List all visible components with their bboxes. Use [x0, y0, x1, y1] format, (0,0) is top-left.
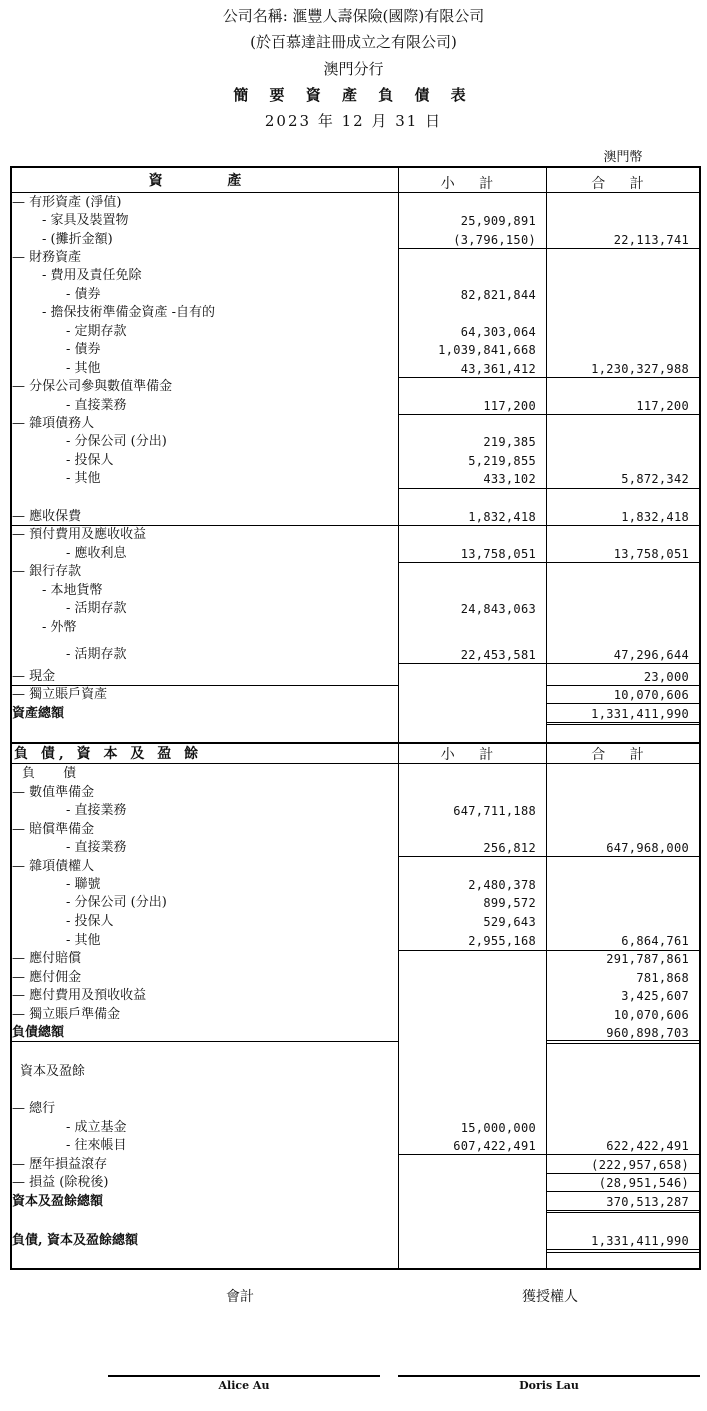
asset-row-total: 23,000	[643, 670, 689, 684]
table-right-border	[699, 166, 701, 1270]
assets-row-rule	[398, 488, 546, 489]
liability-row-subtotal: 2,480,378	[468, 878, 536, 892]
liability-row-subtotal: 256,812	[483, 841, 536, 855]
liability-row-label: - 往來帳目	[66, 1138, 127, 1153]
liability-row-label: 資本及盈餘	[20, 1064, 86, 1079]
branch-name: 澳門分行	[323, 60, 384, 78]
asset-row-label: - 家具及裝置物	[42, 213, 129, 228]
assets-row-rule	[546, 724, 699, 725]
asset-row-label: — 預付費用及應收收益	[12, 527, 147, 542]
liability-row-label: — 應付佣金	[12, 970, 82, 985]
liability-row-label: — 賠償準備金	[12, 822, 95, 837]
asset-row-total: 1,331,411,990	[591, 707, 689, 721]
liability-row-label: - 投保人	[66, 914, 114, 929]
asset-row-label: - 本地貨幣	[42, 583, 103, 598]
liability-row-total: (222,957,658)	[591, 1158, 689, 1172]
incorporation-note: (於百慕達註冊成立之有限公司)	[250, 33, 457, 51]
asset-row-subtotal: 13,758,051	[460, 547, 536, 561]
asset-row-label: — 有形資產 (淨值)	[12, 195, 122, 210]
statement-title: 簡 要 資 產 負 債 表	[233, 86, 474, 104]
liabilities-total-header: 合 計	[591, 747, 654, 763]
asset-row-total: 10,070,606	[613, 688, 689, 702]
asset-row-label: — 雜項債務人	[12, 416, 95, 431]
accountant-title: 會計	[226, 1289, 254, 1305]
liability-row-subtotal: 529,643	[483, 915, 536, 929]
asset-row-label: - 債券	[66, 287, 101, 302]
liability-row-subtotal: 899,572	[483, 896, 536, 910]
liability-row-label: — 應付賠償	[12, 951, 82, 966]
asset-row-total: 5,872,342	[621, 472, 689, 486]
assets-total-header: 合 計	[591, 176, 654, 192]
total-column-divider	[546, 166, 547, 1269]
liability-row-total: 3,425,607	[621, 989, 689, 1003]
liability-row-label: - 直接業務	[66, 840, 127, 855]
currency-label: 澳門幣	[603, 150, 643, 165]
liability-row-label: 負債總額	[12, 1025, 65, 1040]
asset-row-label: - 直接業務	[66, 398, 127, 413]
asset-row-subtotal: 64,303,064	[460, 325, 536, 339]
asset-row-total: 47,296,644	[613, 648, 689, 662]
asset-row-subtotal: 433,102	[483, 472, 536, 486]
liabilities-heading: 負 債, 資 本 及 盈 餘	[14, 746, 203, 762]
liability-row-total: 370,513,287	[606, 1195, 689, 1209]
liability-row-subtotal: 2,955,168	[468, 934, 536, 948]
asset-row-total: 117,200	[636, 399, 689, 413]
asset-row-subtotal: 117,200	[483, 399, 536, 413]
asset-row-label: — 獨立賬戶資產	[12, 687, 108, 702]
asset-row-label: - 債券	[66, 342, 101, 357]
company-name: 公司名稱: 滙豐人壽保險(國際)有限公司	[222, 7, 485, 25]
liabilities-row-rule	[546, 1212, 699, 1213]
liabilities-top-rule	[10, 742, 700, 744]
asset-row-label: - 其他	[66, 361, 101, 376]
liability-row-label: - 直接業務	[66, 803, 127, 818]
assets-heading: 資 產	[148, 173, 272, 189]
liability-row-total: (28,951,546)	[598, 1176, 689, 1190]
accountant-name: Alice Au	[218, 1379, 270, 1392]
asset-row-label: - 分保公司 (分出)	[66, 434, 167, 449]
liability-row-total: 10,070,606	[613, 1008, 689, 1022]
liability-row-total: 1,331,411,990	[591, 1234, 689, 1248]
liability-row-label: — 總行	[12, 1101, 56, 1116]
authorized-person-title: 獲授權人	[522, 1289, 578, 1305]
assets-row-rule	[546, 488, 699, 489]
liability-row-label: — 歷年損益滾存	[12, 1157, 108, 1172]
subtotal-column-divider	[398, 166, 399, 1269]
asset-row-label: - 外幣	[42, 620, 77, 635]
liability-row-total: 781,868	[636, 971, 689, 985]
asset-row-label: - 費用及責任免除	[42, 268, 142, 283]
liability-row-total: 6,864,761	[621, 934, 689, 948]
asset-row-label: - (攤折金額)	[42, 232, 113, 247]
asset-row-subtotal: 43,361,412	[460, 362, 536, 376]
asset-row-subtotal: 5,219,855	[468, 454, 536, 468]
liability-row-subtotal: 647,711,188	[453, 804, 536, 818]
liability-row-label: — 獨立賬戶準備金	[12, 1007, 121, 1022]
table-bottom-border	[10, 1268, 701, 1270]
asset-row-label: - 投保人	[66, 453, 114, 468]
liability-row-label: — 雜項債權人	[12, 859, 95, 874]
liability-row-label: — 數值準備金	[12, 785, 95, 800]
liability-row-label: 負 債	[22, 766, 89, 781]
asset-row-label: — 財務資產	[12, 250, 82, 265]
asset-row-subtotal: 25,909,891	[460, 214, 536, 228]
assets-subtotal-header: 小 計	[440, 176, 504, 192]
liability-row-label: - 分保公司 (分出)	[66, 895, 167, 910]
asset-row-label: — 銀行存款	[12, 564, 82, 579]
asset-row-label: - 活期存款	[66, 601, 127, 616]
liability-row-label: - 聯號	[66, 877, 101, 892]
asset-row-subtotal: 1,039,841,668	[438, 343, 536, 357]
asset-row-label: — 應收保費	[12, 509, 82, 524]
asset-row-total: 22,113,741	[613, 233, 689, 247]
table-top-border	[10, 166, 700, 168]
asset-row-subtotal: 82,821,844	[460, 288, 536, 302]
liability-row-subtotal: 15,000,000	[460, 1121, 536, 1135]
asset-row-subtotal: 219,385	[483, 435, 536, 449]
liability-row-total: 647,968,000	[606, 841, 689, 855]
statement-date: 2023 年 12 月 31 日	[264, 112, 443, 130]
liabilities-subtotal-header: 小 計	[440, 747, 504, 763]
asset-row-label: - 擔保技術準備金資產 -自有的	[42, 305, 216, 320]
liability-row-total: 291,787,861	[606, 952, 689, 966]
asset-row-total: 1,832,418	[621, 510, 689, 524]
liability-row-label: 資本及盈餘總額	[12, 1194, 104, 1209]
authorized-signature-line	[398, 1375, 700, 1377]
authorized-person-name: Doris Lau	[519, 1379, 579, 1392]
liability-row-label: — 損益 (除稅後)	[12, 1175, 109, 1190]
asset-row-label: — 現金	[12, 669, 56, 684]
liability-row-label: — 應付費用及預收收益	[12, 988, 147, 1003]
asset-row-subtotal: (3,796,150)	[453, 233, 536, 247]
liabilities-row-rule	[546, 1252, 699, 1253]
asset-row-label: 資產總額	[12, 706, 65, 721]
liability-row-total: 960,898,703	[606, 1026, 689, 1040]
liability-row-label: - 其他	[66, 933, 101, 948]
asset-row-label: — 分保公司參與數值準備金	[12, 379, 173, 394]
accountant-signature-line	[108, 1375, 380, 1377]
liabilities-row-rule	[398, 950, 546, 951]
liability-row-label: 負債, 資本及盈餘總額	[12, 1233, 139, 1248]
asset-row-label: - 其他	[66, 471, 101, 486]
asset-row-label: - 活期存款	[66, 647, 127, 662]
liabilities-row-rule	[546, 1043, 699, 1044]
asset-row-total: 1,230,327,988	[591, 362, 689, 376]
asset-row-total: 13,758,051	[613, 547, 689, 561]
liability-row-label: - 成立基金	[66, 1120, 127, 1135]
asset-row-subtotal: 24,843,063	[460, 602, 536, 616]
asset-row-label: - 定期存款	[66, 324, 127, 339]
liability-row-total: 622,422,491	[606, 1139, 689, 1153]
liabilities-row-rule	[10, 1041, 398, 1042]
asset-row-subtotal: 22,453,581	[460, 648, 536, 662]
asset-row-label: - 應收利息	[66, 546, 127, 561]
asset-row-subtotal: 1,832,418	[468, 510, 536, 524]
liability-row-subtotal: 607,422,491	[453, 1139, 536, 1153]
